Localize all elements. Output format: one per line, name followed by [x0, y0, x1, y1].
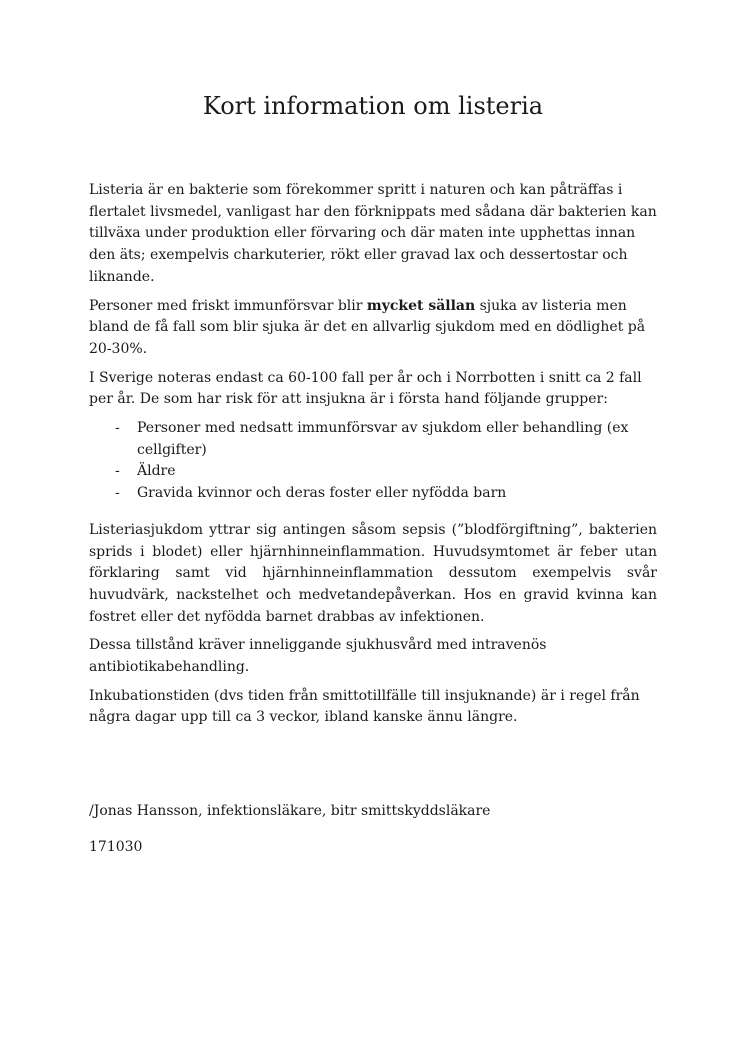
- paragraph-immune-text-before: Personer med friskt immunförsvar blir: [89, 297, 367, 314]
- paragraph-symptoms: Listeriasjukdom yttrar sig antingen såsom sepsis (”blodförgiftning”, bakterien sprids i blodet) eller hjärnhinneinflammation. Huvudsymtomet är feber utan förklaring samt vid hjärnhinneinflammation dessutom exempelvis svår huvudvärk, nackstelhet och medvetandepåverkan. Hos en gravid kvinna kan fostret eller det nyfödda barnet drabbas av infektionen.: [89, 521, 657, 625]
- list-item-text: Personer med nedsatt immunförsvar av sjukdom eller behandling (ex cellgifter): [137, 420, 629, 458]
- list-dash-marker: -: [115, 420, 120, 437]
- page-title: Kort information om listeria: [202, 92, 544, 120]
- paragraph-incubation: Inkubationstiden (dvs tiden från smittotillfälle till insjuknande) är i regel från några dagar upp till ca 3 veckor, ibland kanske ännu längre.: [89, 687, 640, 726]
- paragraph-intro: Listeria är en bakterie som förekommer spritt i naturen och kan påträffas i flertalet livsmedel, vanligast har den förknippats med sådana där bakterien kan tillväxa under produktion eller förvaring och där maten inte upphettas innan den äts; exempelvis charkuterier, rökt eller gravad lax och dessertostar och liknande.: [89, 182, 657, 285]
- list-item-text: Äldre: [137, 463, 176, 480]
- document-date: 171030: [89, 838, 143, 855]
- paragraph-sweden-stats: I Sverige noteras endast ca 60-100 fall per år och i Norrbotten i snitt ca 2 fall per år. De som har risk för att insjukna är i första hand följande grupper:: [89, 369, 642, 408]
- list-dash-marker: -: [115, 485, 120, 502]
- list-item-text: Gravida kvinnor och deras foster eller nyfödda barn: [137, 485, 507, 502]
- paragraph-immune-text-after: sjuka av listeria men bland de få fall som blir sjuka är det en allvarlig sjukdom med en dödlighet på 20-30%.: [89, 297, 646, 357]
- signature: /Jonas Hansson, infektionsläkare, bitr smittskyddsläkare: [89, 803, 491, 820]
- list-dash-marker: -: [115, 463, 120, 480]
- paragraph-immune-bold-phrase: mycket sällan: [366, 297, 476, 314]
- paragraph-immune: [89, 296, 657, 361]
- list-item: [89, 418, 657, 461]
- list-item: [89, 483, 657, 505]
- paragraph-treatment-line2: antibiotikabehandling.: [89, 659, 250, 676]
- list-item: [89, 461, 657, 483]
- risk-groups-list: [89, 418, 657, 505]
- paragraph-treatment-line1: Dessa tillstånd kräver inneliggande sjukhusvård med intravenös: [89, 637, 547, 654]
- paragraph-treatment: [89, 635, 657, 678]
